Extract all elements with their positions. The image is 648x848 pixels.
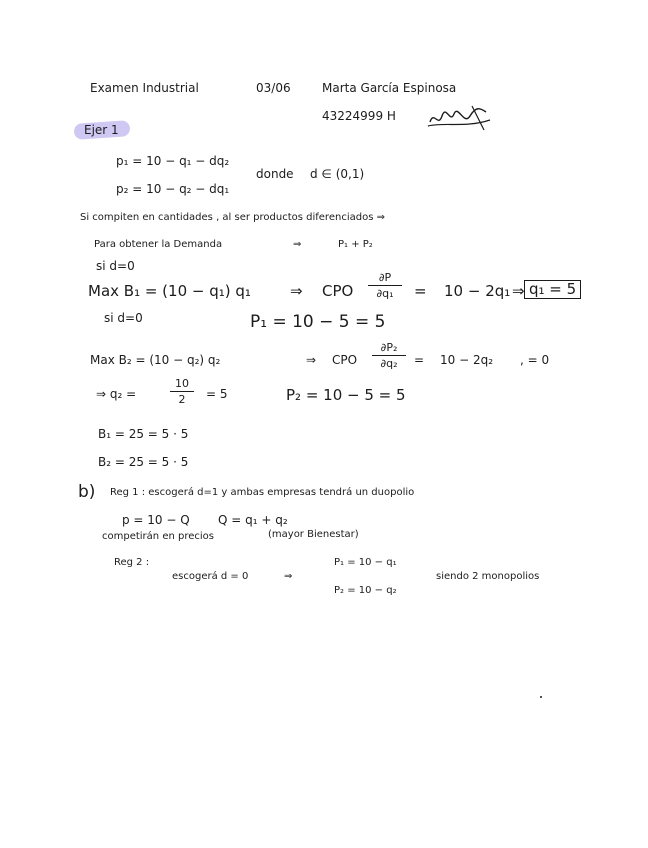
max-b1-frac-num: ∂P <box>368 272 402 286</box>
part-b-compet: competirán en precios <box>102 531 214 542</box>
exam-title: Examen Industrial <box>90 81 199 95</box>
max-b2-cpo: CPO <box>332 353 358 367</box>
part-b-q-eq: Q = q₁ + q₂ <box>218 513 288 527</box>
part-b-arrow: ⇒ <box>284 571 293 582</box>
compite-line: Si compiten en cantidades , al ser productos diferenciados ⇒ <box>80 212 385 223</box>
q2-frac-den: 2 <box>178 393 186 406</box>
donde-label: donde <box>256 167 294 181</box>
max-b1-arrow2: ⇒ <box>512 282 525 300</box>
part-b-siendo: siendo 2 monopolios <box>436 571 540 582</box>
q2-fraction <box>170 378 194 405</box>
si-d0: si d=0 <box>96 259 135 273</box>
student-id: 43224999 H <box>322 109 396 123</box>
part-b-reg2: Reg 2 : <box>114 557 150 568</box>
max-b1-arrow: ⇒ <box>290 282 303 300</box>
max-b1-eq: = <box>414 282 427 300</box>
part-b-p1: P₁ = 10 − q₁ <box>334 557 397 568</box>
si-d0-2: si d=0 <box>104 311 143 325</box>
part-b-escoge: escogerá d = 0 <box>172 571 249 582</box>
max-b2-rhs: 10 − 2q₂ <box>440 353 494 367</box>
exam-date: 03/06 <box>256 81 291 95</box>
max-b2-tail: , = 0 <box>520 353 550 367</box>
max-b2-derivative <box>372 342 406 369</box>
part-b-reg1: Reg 1 : escogerá d=1 y ambas empresas tendrá un duopolio <box>110 487 415 498</box>
max-b2-frac-den: ∂q₂ <box>380 357 398 370</box>
para-text: Para obtener la Demanda <box>94 239 223 250</box>
q2-left: ⇒ q₂ = <box>96 387 137 401</box>
max-b1-rhs: 10 − 2q₁ <box>444 282 511 300</box>
part-b-mayor: (mayor Bienestar) <box>268 529 359 540</box>
part-b-p-eq: p = 10 − Q <box>122 513 190 527</box>
para-sum: P₁ + P₂ <box>338 239 373 250</box>
max-b2-frac-num: ∂P₂ <box>372 342 406 356</box>
part-b-p2: P₂ = 10 − q₂ <box>334 585 397 596</box>
part-b-label: b) <box>78 482 96 502</box>
max-b1-boxed-result: q₁ = 5 <box>524 280 581 299</box>
p2-result: P₂ = 10 − 5 = 5 <box>286 386 406 404</box>
q2-right: = 5 <box>206 387 228 401</box>
d-domain: d ∈ (0,1) <box>310 167 365 181</box>
max-b1-cpo: CPO <box>322 282 354 300</box>
max-b1-left: Max B₁ = (10 − q₁) q₁ <box>88 282 251 300</box>
max-b2-eq: = <box>414 353 425 367</box>
max-b2-left: Max B₂ = (10 − q₂) q₂ <box>90 353 221 367</box>
p1-result: P₁ = 10 − 5 = 5 <box>250 312 386 332</box>
ink-dot <box>540 696 542 698</box>
demand-p2: p₂ = 10 − q₂ − dq₁ <box>116 182 230 196</box>
b2-profit: B₂ = 25 = 5 · 5 <box>98 455 189 469</box>
student-name: Marta García Espinosa <box>322 81 457 95</box>
b1-profit: B₁ = 25 = 5 · 5 <box>98 427 189 441</box>
section-tag: Ejer 1 <box>84 123 119 137</box>
demand-p1: p₁ = 10 − q₁ − dq₂ <box>116 154 230 168</box>
q2-frac-num: 10 <box>170 378 194 392</box>
para-arrow: ⇒ <box>293 239 302 250</box>
max-b1-frac-den: ∂q₁ <box>376 287 394 300</box>
max-b1-derivative <box>368 272 402 299</box>
max-b2-arrow: ⇒ <box>306 353 317 367</box>
signature-scribble <box>426 104 494 134</box>
